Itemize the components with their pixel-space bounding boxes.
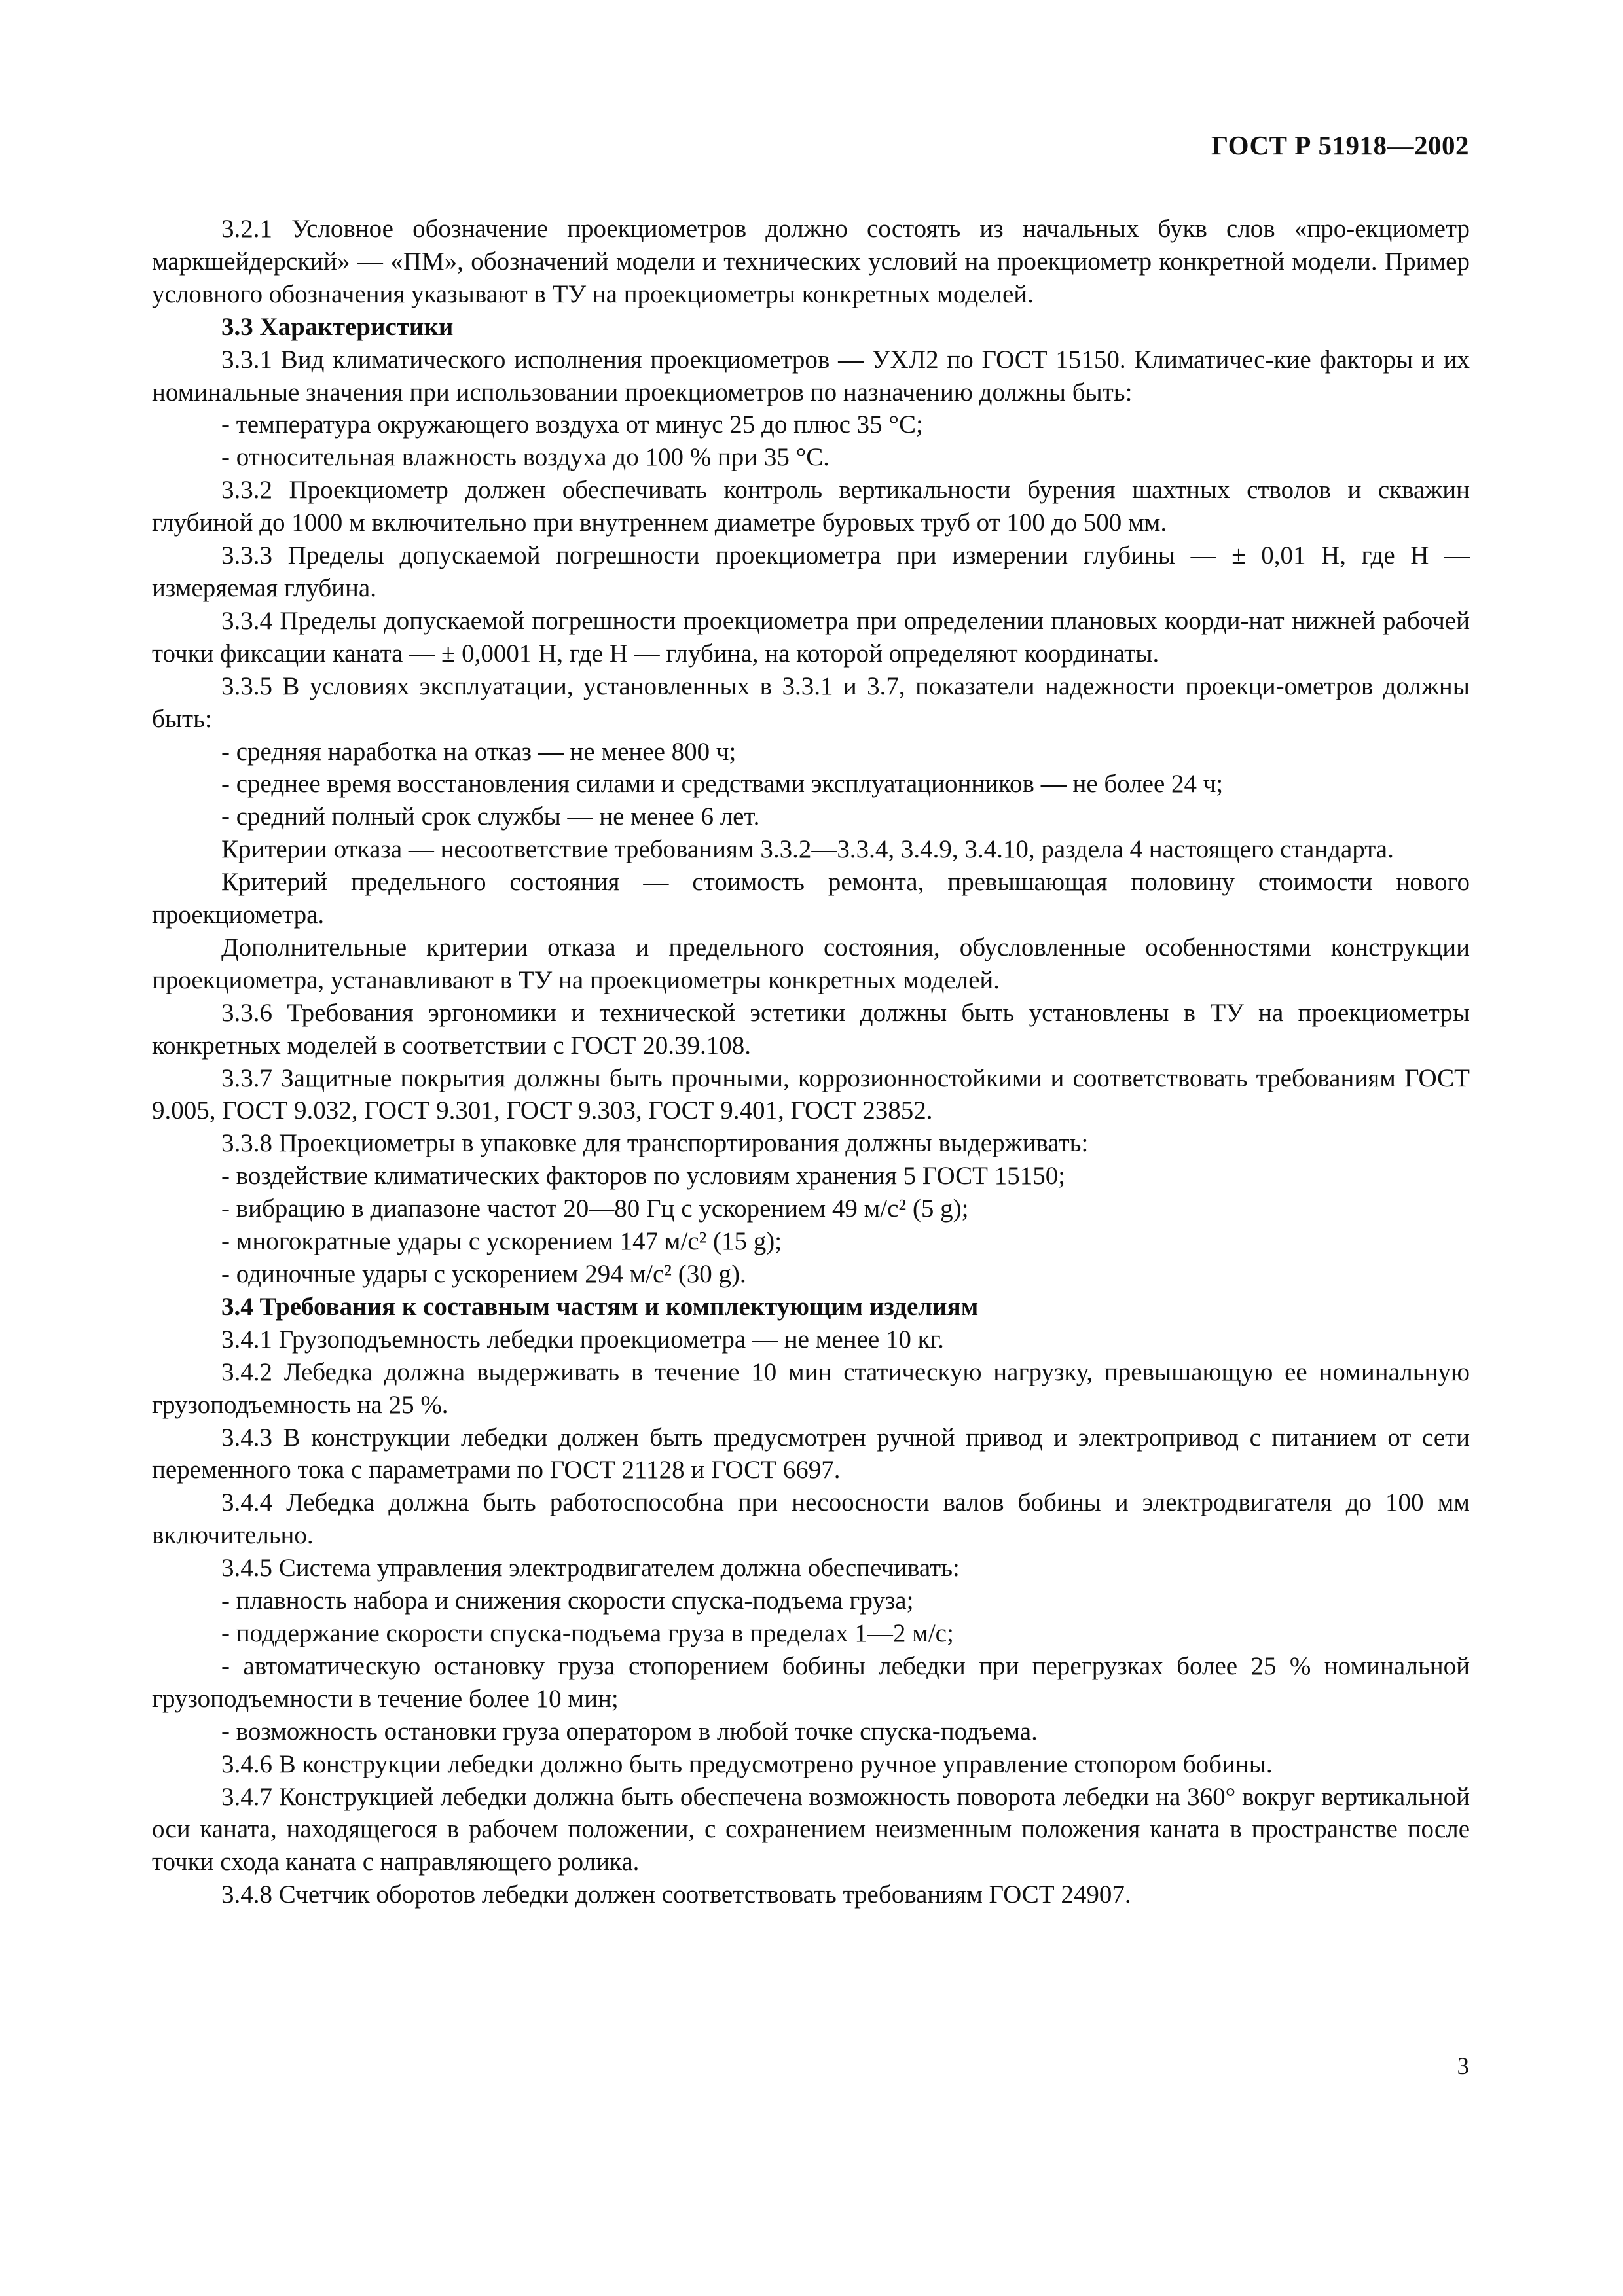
list-item-service-life: - средний полный срок службы — не менее 6 лет. [221,802,760,831]
paragraph-additional-criteria: Дополнительные критерии отказа и предельного состояния, обусловленные особенностями конструкции проекциометра, устанавливают в ТУ на проекциометры конкретных моделей. [152,933,1470,994]
paragraph-3-3-6: 3.3.6 Требования эргономики и технической эстетики должны быть установлены в ТУ на проекциометры конкретных моделей в соответствии с ГОСТ 20.39.108. [152,998,1470,1060]
page-number: 3 [1457,2053,1469,2080]
paragraph-3-4-4: 3.4.4 Лебедка должна быть работоспособна при несоосности валов бобины и электродвигателя до 100 мм включительно. [152,1488,1470,1550]
list-item-climatic-factors: - воздействие климатических факторов по условиям хранения 5 ГОСТ 15150; [221,1162,1066,1191]
paragraph-failure-criteria: Критерии отказа — несоответствие требованиям 3.3.2—3.3.4, 3.4.9, 3.4.10, раздела 4 настоящего стандарта. [221,835,1394,864]
list-item-single-shocks: - одиночные удары с ускорением 294 м/с² (30 g). [221,1260,746,1288]
document-body [152,213,1470,1911]
list-item-auto-stop: - автоматическую остановку груза стопорением бобины лебедки при перегрузках более 25 % номинальной грузоподъемности в течение более 10 мин; [152,1651,1470,1713]
section-heading-3-4: 3.4 Требования к составным частям и комплектующим изделиям [221,1292,979,1321]
paragraph-3-4-6: 3.4.6 В конструкции лебедки должно быть предусмотрено ручное управление стопором бобины. [221,1749,1273,1778]
paragraph-limit-state: Критерий предельного состояния — стоимость ремонта, превышающая половину стоимости нового проекциометра. [152,868,1470,929]
list-item-operator-stop: - возможность остановки груза оператором в любой точке спуска-подъема. [221,1717,1038,1746]
paragraph-3-4-8: 3.4.8 Счетчик оборотов лебедки должен соответствовать требованиям ГОСТ 24907. [221,1880,1131,1909]
paragraph-3-2-1: 3.2.1 Условное обозначение проекциометров должно состоять из начальных букв слов «про-екциометр маркшейдерский» — «ПМ», обозначений модели и технических условий на проекциометр конкретной модели. Пример условного обозначения указывают в ТУ на проекциометры конкретных моделей. [152,215,1470,308]
document-id-header: ГОСТ Р 51918—2002 [1211,130,1469,160]
paragraph-3-3-2: 3.3.2 Проекциометр должен обеспечивать контроль вертикальности бурения шахтных стволов и скважин глубиной до 1000 м включительно при внутреннем диаметре буровых труб от 100 до 500 мм. [152,476,1470,537]
list-item-humidity: - относительная влажность воздуха до 100 % при 35 °С. [221,443,830,472]
paragraph-3-3-4: 3.3.4 Пределы допускаемой погрешности проекциометра при определении плановых коорди-нат нижней рабочей точки фиксации каната — ± 0,0001 Н, где Н — глубина, на которой определяют координаты. [152,606,1470,668]
paragraph-3-3-7: 3.3.7 Защитные покрытия должны быть прочными, коррозионностойкими и соответствовать требованиям ГОСТ 9.005, ГОСТ 9.032, ГОСТ 9.301, ГОСТ 9.303, ГОСТ 9.401, ГОСТ 23852. [152,1064,1470,1125]
paragraph-3-3-5: 3.3.5 В условиях эксплуатации, установленных в 3.3.1 и 3.7, показатели надежности проекци-ометров должны быть: [152,672,1470,733]
list-item-speed-range: - поддержание скорости спуска-подъема груза в пределах 1—2 м/с; [221,1619,954,1647]
list-item-mtbf: - средняя наработка на отказ — не менее 800 ч; [221,737,737,766]
list-item-multiple-shocks: - многократные удары с ускорением 147 м/с² (15 g); [221,1227,782,1256]
paragraph-3-3-3: 3.3.3 Пределы допускаемой погрешности проекциометра при измерении глубины — ± 0,01 Н, где Н — измеряемая глубина. [152,541,1470,602]
paragraph-3-4-1: 3.4.1 Грузоподъемность лебедки проекциометра — не менее 10 кг. [221,1325,944,1354]
list-item-vibration: - вибрацию в диапазоне частот 20—80 Гц с ускорением 49 м/с² (5 g); [221,1194,969,1223]
paragraph-3-4-7: 3.4.7 Конструкцией лебедки должна быть обеспечена возможность поворота лебедки на 360° вокруг вертикальной оси каната, находящегося в рабочем положении, с сохранением неизменным положения каната в пространстве после точки схода каната с направляющего ролика. [152,1782,1470,1876]
paragraph-3-4-5: 3.4.5 Система управления электродвигателем должна обеспечивать: [221,1554,960,1583]
paragraph-3-3-1: 3.3.1 Вид климатического исполнения проекциометров — УХЛ2 по ГОСТ 15150. Климатичес-кие факторы и их номинальные значения при использовании проекциометров по назначению должны быть: [152,345,1470,406]
section-heading-3-3: 3.3 Характеристики [221,312,454,341]
paragraph-3-4-2: 3.4.2 Лебедка должна выдерживать в течение 10 мин статическую нагрузку, превышающую ее номинальную грузоподъемность на 25 %. [152,1357,1470,1419]
paragraph-3-4-3: 3.4.3 В конструкции лебедки должен быть предусмотрен ручной привод и электропривод с питанием от сети переменного тока с параметрами по ГОСТ 21128 и ГОСТ 6697. [152,1423,1470,1484]
list-item-recovery-time: - среднее время восстановления силами и средствами эксплуатационников — не более 24 ч; [221,770,1224,798]
list-item-temperature: - температура окружающего воздуха от минус 25 до плюс 35 °С; [221,410,923,439]
paragraph-3-3-8: 3.3.8 Проекциометры в упаковке для транспортирования должны выдерживать: [221,1129,1089,1158]
list-item-smooth-speed: - плавность набора и снижения скорости спуска-подъема груза; [221,1587,914,1615]
